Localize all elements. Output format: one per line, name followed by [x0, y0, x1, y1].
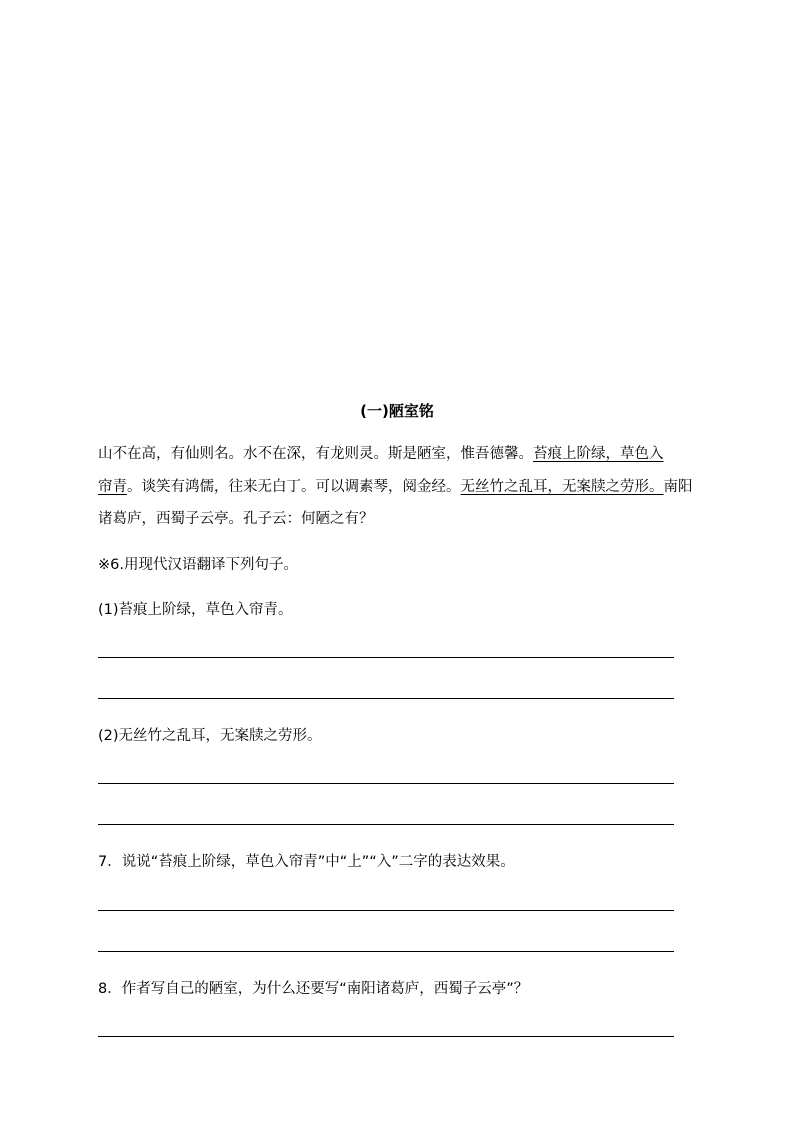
section-title: (一)陋室铭: [360, 402, 434, 420]
underlined-sentence: 苔痕上阶绿，草色入: [533, 446, 664, 462]
answer-line[interactable]: [98, 951, 674, 952]
passage-line-3: 诸葛庐，西蜀子云亭。孔子云：何陋之有？: [98, 511, 374, 527]
question-7: 7．说说“苔痕上阶绿，草色入帘青”中“上”“入”二字的表达效果。: [98, 854, 515, 870]
answer-line[interactable]: [98, 824, 674, 825]
passage-text: 山不在高，有仙则名。水不在深，有龙则灵。斯是陋室，惟吾德馨。: [98, 446, 533, 462]
answer-line[interactable]: [98, 1036, 674, 1037]
question-6: ※6.用现代汉语翻译下列句子。: [98, 557, 298, 573]
question-6-1: (1)苔痕上阶绿，草色入帘青。: [98, 602, 293, 618]
answer-line[interactable]: [98, 910, 674, 911]
underlined-sentence: 帘青: [98, 479, 127, 495]
underlined-sentence: 无丝竹之乱耳，无案牍之劳形。: [460, 479, 664, 495]
passage-text: 南阳: [663, 479, 693, 495]
question-6-2: (2)无丝竹之乱耳，无案牍之劳形。: [98, 728, 322, 744]
passage-line-1: [98, 446, 728, 463]
passage-text: 。谈笑有鸿儒，往来无白丁。可以调素琴，阅金经。: [127, 479, 461, 495]
passage-line-2: [98, 479, 728, 496]
answer-line[interactable]: [98, 698, 674, 699]
answer-line[interactable]: [98, 657, 674, 658]
answer-line[interactable]: [98, 783, 674, 784]
question-8: 8．作者写自己的陋室，为什么还要写“南阳诸葛庐，西蜀子云亭”？: [98, 981, 529, 997]
